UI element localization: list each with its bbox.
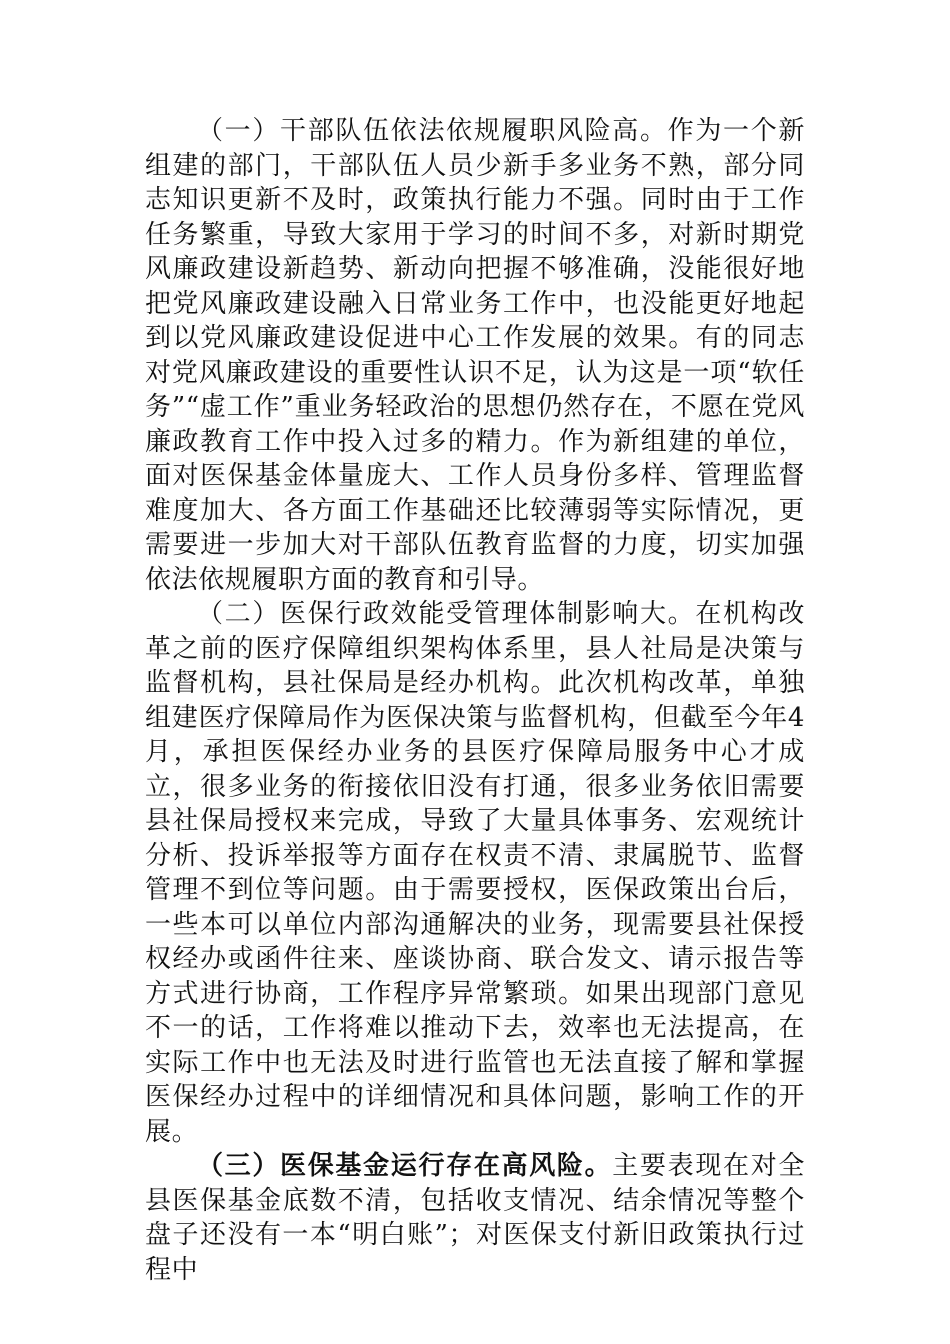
document-page xyxy=(145,114,805,1287)
paragraph-admin-efficiency xyxy=(145,597,805,1149)
paragraph-fund-risk xyxy=(145,1149,805,1287)
section-heading-2: （二）医保行政效能受管理体制影响大。 xyxy=(197,599,696,629)
section-body-2: 在机构改革之前的医疗保障组织架构体系里，县人社局是决策与监督机构，县社保局是经办机构。此次机构改革，单独组建医疗保障局作为医保决策与监督机构，但截至今年4月，承担医保经办业务的县医疗保障局服务中心才成立，很多业务的衔接依旧没有打通，很多业务依旧需要县社保局授权来完成，导致了大量具体事务、宏观统计分析、投诉举报等方面存在权责不清、隶属脱节、监督管理不到位等问题。由于需要授权，医保政策出台后，一些本可以单位内部沟通解决的业务，现需要县社保授权经办或函件往来、座谈协商、联合发文、请示报告等方式进行协商，工作程序异常繁琐。如果出现部门意见不一的话，工作将难以推动下去，效率也无法提高，在实际工作中也无法及时进行监管也无法直接了解和掌握医保经办过程中的详细情况和具体问题，影响工作的开展。 xyxy=(145,599,805,1147)
paragraph-cadre-risk xyxy=(145,114,805,597)
section-body-3: 主要表现在对全县医保基金底数不清，包括收支情况、结余情况等整个盘子还没有一本“明白账”；对医保支付新旧政策执行过程中 xyxy=(145,1151,805,1285)
section-heading-1: （一）干部队伍依法依规履职风险高。 xyxy=(197,116,668,146)
section-heading-3: （三）医保基金运行存在高风险。 xyxy=(197,1151,613,1181)
section-body-1: 作为一个新组建的部门，干部队伍人员少新手多业务不熟，部分同志知识更新不及时，政策执行能力不强。同时由于工作任务繁重，导致大家用于学习的时间不多，对新时期党风廉政建设新趋势、新动向把握不够准确，没能很好地把党风廉政建设融入日常业务工作中，也没能更好地起到以党风廉政建设促进中心工作发展的效果。有的同志对党风廉政建设的重要性认识不足，认为这是一项“软任务”“虚工作”重业务轻政治的思想仍然存在，不愿在党风廉政教育工作中投入过多的精力。作为新组建的单位，面对医保基金体量庞大、工作人员身份多样、管理监督难度加大、各方面工作基础还比较薄弱等实际情况，更需要进一步加大对干部队伍教育监督的力度，切实加强依法依规履职方面的教育和引导。 xyxy=(145,116,805,595)
